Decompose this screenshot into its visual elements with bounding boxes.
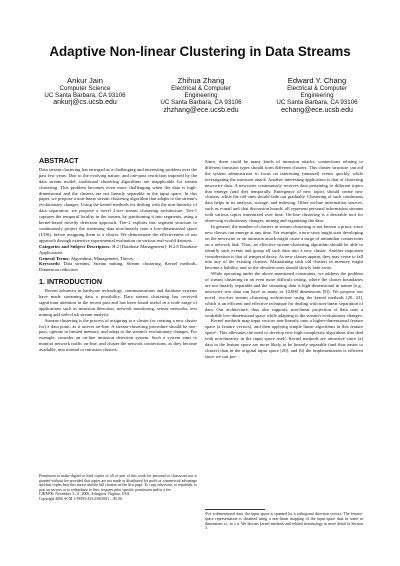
left-column <box>39 154 197 353</box>
general-terms-text: Algorithms, Management, Theory. <box>70 255 135 261</box>
author-affiliation: Engineering <box>300 92 334 100</box>
permission-notice <box>39 474 197 502</box>
author-name: Zhihua Zhang <box>177 76 225 85</box>
general-terms-label: General Terms: <box>39 255 70 261</box>
author-affiliation: UC Santa Barbara, CA 93106 <box>276 99 358 107</box>
keywords-label: Keywords: <box>39 261 61 267</box>
keywords-line <box>39 261 197 273</box>
author-email[interactable]: zhzhang@ece.ucsb.edu <box>163 106 239 114</box>
copyright-line: Copyright 2006 ACM 1-59593-433-2/06/0011 ...$5.00. <box>39 496 123 501</box>
right-paragraph-2: In general, the number of clusters in stream clustering is not known a priori, since new classes can emerge at any time. For example, a new story might start developing on the newswire or an intrusion attack might cause a surge of unfamiliar connections on a network link. Thus, an effective stream-clustering algorithm should be able to identify such events and group all such data into a new cluster. Another important consideration is that of temporal decay. As new classes appear, they may cease to fall into any of the existing clusters. Maintaining such old clusters in memory might become a liability, and so the obsolete ones should slowly fade away. <box>205 223 363 271</box>
author-affiliation: UC Santa Barbara, CA 93106 <box>44 92 126 100</box>
author-affiliation: Electrical & Computer <box>287 85 347 92</box>
footnote <box>205 512 363 531</box>
footnote-rule <box>205 509 265 510</box>
abstract-text: Data stream clustering has emerged as a challenging and interesting problem over the past few years. Due to the evolving nature, and one-pass restriction imposed by the data stream model, traditional clustering algorithms are inapplicable for stream clustering. This problem becomes even more challenging when the data is high-dimensional and the clusters are not linearly separable in the input space. In this paper, we propose a non-linear stream clustering algorithm that adapts to the stream's evolutionary changes. Using the kernel methods for dealing with the non-linearity of data separation, we propose a novel 2-tier stream clustering architecture. Tier-1 captures the temporal locality in the stream, by partitioning it into segments, using a kernel-based novelty detection approach. Tier-2 exploits this segment structure to continuously project the streaming data non-linearly onto a low-dimensional space (LDS), before assigning them to a cluster. We demonstrate the effectiveness of our approach through extensive experimental evaluation on various real-world datasets. <box>39 166 197 243</box>
keywords-text: Data streams, Stream mining, Stream clustering, Kernel methods, Dimension reduction <box>39 261 197 273</box>
author-affiliation: Engineering <box>184 92 218 100</box>
intro-paragraph-2: Stream-clustering is the process of assigning to a cluster (or creating a new cluster for) a data point, as it arrives on-line. A stream-clustering procedure should be one-pass, operate in limited memory, and adapt to the stream's evolutionary changes. For example, consider an on-line intrusion detection system. Such a system aims to monitor network traffic on-line, and cluster the network connections, as they become available, into normal or intrusion clusters. <box>39 317 197 353</box>
author-name: Edward Y. Chang <box>287 76 347 85</box>
author-name: Ankur Jain <box>67 76 103 85</box>
introduction-heading: 1. INTRODUCTION <box>39 277 103 287</box>
author-affiliation: UC Santa Barbara, CA 93106 <box>160 99 242 107</box>
categories-text: H.2 [Database Management]: H.2.8 Database Applications <box>39 243 197 255</box>
author-block-3 <box>252 76 382 115</box>
right-column <box>205 159 363 360</box>
conference-line: CIKM'06, November 5–11, 2006, Arlington, Virginia, USA. <box>39 492 131 497</box>
intro-paragraph-1: Recent advances in hardware technology, communications and database systems have made streaming data a possibility. Data stream clustering has received significant attention in the recent past and has been found useful in a wide range of applications such as intrusion detection, network monitoring, sensor networks, text mining and web-click stream analysis. <box>39 288 197 317</box>
author-affiliation: Computer Science <box>59 85 111 92</box>
right-paragraph-1: Since, there could be many kinds of intrusion attacks, connections relating to different intrusion types should form different clusters. This cluster structure can aid the system administrator to focus on interesting (unusual) events quickly, while investigating the intrusion attack. Another interesting application is that of clustering newswire data. A newswire continuously receives data pertaining to different topics that emerge (and die) temporally. Emergence of new topics should create new clusters, while the old ones should fade out gradually. Clustering of such continuous data helps in its analysis, storage, and indexing. Other on-line information sources, such as e-mail and chat discussion boards, all represent personal information streams with various topics intermixed over time. On-line clustering is a desirable tool for observing evolutionary changes, mining and organizing the data. <box>205 159 363 224</box>
right-paragraph-3: While operating under the above mentioned constraints, we address the problem of stream clustering in an even more difficult setting, where the cluster boundaries are not linearly separable and the streaming data is high-dimensional in nature (e.g., newswire text data can have as many as 10,000 dimensions [9]). We propose our novel, two-tier stream clustering architecture using the kernel methods [20, 23], which is an efficient and effective technique for dealing with non-linear separation of data. Our architecture, thus also supports, non-linear projection of data onto a workable low-dimensional space while adapting to the stream's evolutionary changes. <box>205 271 363 318</box>
author-email[interactable]: ankurj@cs.ucsb.edu <box>53 99 117 107</box>
footnote-text: ¹For n-dimensional data, the input space is spanned by n orthogonal direction vectors. The feature-space representation is obtained using a non-linear mapping of the input-space data in some m dimensions s.t. m ≥ n. We discuss kernel methods and related terminology in more detail in Section 3. <box>205 512 363 531</box>
right-paragraph-4: Kernel methods map input vectors non-linearly onto a higher-dimensional feature space (a feature vectors), and then applying simple linear algorithms in this feature space¹. This alleviates the need to develop new high-complexity algorithms that deal with non-linearity in the input space itself. Kernel methods are attractive since (a) data in the feature space are more likely to be linearly separable (and thus easier to cluster) than in the original input space [20], and (b) the implementation is efficient since we can per- <box>205 318 363 359</box>
abstract-heading: ABSTRACT <box>39 156 79 165</box>
categories-line <box>39 244 197 256</box>
author-block-1 <box>20 76 150 108</box>
categories-label: Categories and Subject Descriptors: <box>39 243 111 249</box>
permission-text: Permission to make digital or hard copies of all or part of this work for personal or classroom use is granted without fee provided that copies are not made or distributed for profit or commercial advantage and that copies bear this notice and the full citation on the first page. To copy otherwise, to republish, to post on servers or to redistribute to lists, requires prior specific permission and/or a fee. <box>39 474 197 492</box>
author-block-2 <box>136 76 266 115</box>
author-affiliation: Electrical & Computer <box>171 85 231 92</box>
paper-title: Adaptive Non-linear Clustering in Data Streams <box>49 44 351 59</box>
author-email[interactable]: echang@ece.ucsb.edu <box>281 106 353 114</box>
